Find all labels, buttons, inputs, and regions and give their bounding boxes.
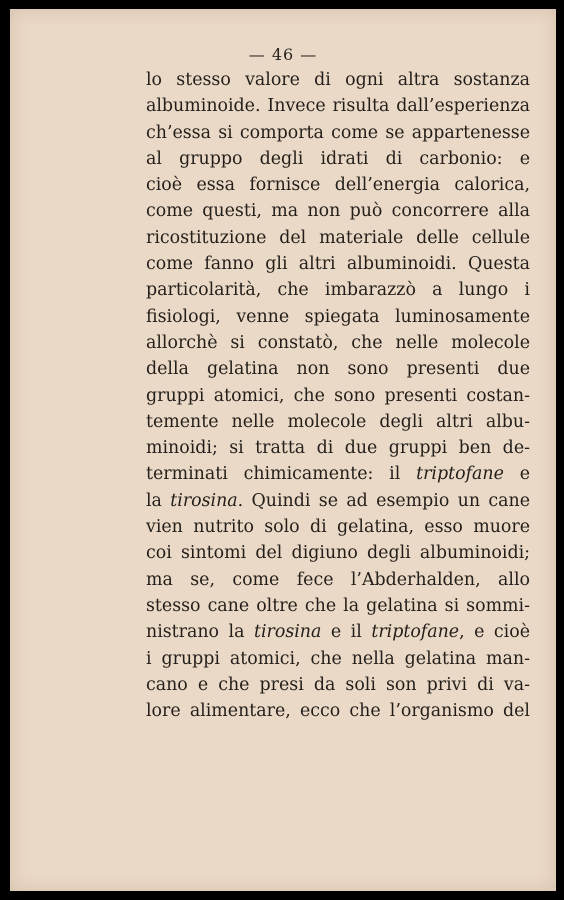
italic-term: triptofane xyxy=(416,464,504,485)
text-segment: gruppi atomici, che sono presenti costan- xyxy=(146,385,530,406)
italic-term: tirosina xyxy=(170,490,238,511)
text-line xyxy=(146,409,530,435)
text-segment: la xyxy=(146,490,171,511)
text-segment: nistrano la xyxy=(146,622,254,643)
text-line xyxy=(146,304,530,330)
text-segment: della gelatina non sono presenti due xyxy=(146,359,530,380)
text-segment: i gruppi atomici, che nella gelatina man- xyxy=(146,648,530,669)
text-segment: lo stesso valore di ogni altra sostanza xyxy=(146,70,530,90)
text-line xyxy=(146,461,530,487)
text-segment: al gruppo degli idrati di carbonio: e xyxy=(146,148,530,169)
text-segment: minoidi; si tratta di due gruppi ben de- xyxy=(146,438,530,459)
italic-term: triptofane xyxy=(371,622,460,643)
italic-term: tirosina xyxy=(253,622,322,643)
text-segment: lore alimentare, ecco che l’organismo del xyxy=(146,701,530,722)
text-line xyxy=(146,488,530,514)
text-line xyxy=(146,172,530,198)
book-page xyxy=(10,9,556,891)
text-segment: cioè essa fornisce dell’energia calorica, xyxy=(146,175,530,196)
text-segment: ch’essa si comporta come se appartenesse xyxy=(146,122,530,143)
text-segment: allorchè si constatò, che nelle molecole xyxy=(146,332,530,353)
text-line xyxy=(146,120,530,146)
text-line xyxy=(146,93,530,119)
text-segment: terminati chimicamente: il xyxy=(146,464,417,485)
text-segment: vien nutrito solo di gelatina, esso muore xyxy=(146,517,530,538)
text-segment: temente nelle molecole degli altri albu- xyxy=(146,411,530,432)
text-line xyxy=(146,698,530,724)
text-line xyxy=(146,330,530,356)
text-segment: cano e che presi da soli son privi di va- xyxy=(146,674,530,695)
text-line xyxy=(146,567,530,593)
text-line xyxy=(146,225,530,251)
text-line xyxy=(146,67,530,93)
text-line xyxy=(146,619,530,645)
text-segment: , e cioè xyxy=(459,622,530,643)
text-line xyxy=(146,383,530,409)
text-line xyxy=(146,540,530,566)
text-segment: coi sintomi del digiuno degli albuminoidi; xyxy=(146,543,530,564)
text-line xyxy=(146,514,530,540)
text-segment: . Quindi se ad esempio un cane xyxy=(237,490,530,511)
text-line xyxy=(146,277,530,303)
text-line xyxy=(146,356,530,382)
text-segment: stesso cane oltre che la gelatina si sommi- xyxy=(146,595,530,616)
text-segment: come questi, ma non può concorrere alla xyxy=(146,201,530,222)
text-segment: ricostituzione del materiale delle cellule xyxy=(146,227,530,248)
text-segment: particolarità, che imbarazzò a lungo i xyxy=(146,280,530,301)
text-segment: albuminoide. Invece risulta dall’esperienza xyxy=(146,96,530,117)
text-segment: e xyxy=(503,464,530,485)
text-segment: ma se, come fece l’Abderhalden, allo xyxy=(146,569,530,590)
page-number: — 46 — xyxy=(248,45,318,64)
text-line xyxy=(146,435,530,461)
text-line xyxy=(146,593,530,619)
text-line xyxy=(146,251,530,277)
text-line xyxy=(146,672,530,698)
text-segment: come fanno gli altri albuminoidi. Questa xyxy=(146,254,530,275)
text-segment: e il xyxy=(321,622,372,643)
body-text xyxy=(146,67,530,724)
text-line xyxy=(146,146,530,172)
text-segment: fisiologi, venne spiegata luminosamente xyxy=(146,306,530,327)
text-line xyxy=(146,198,530,224)
text-line xyxy=(146,646,530,672)
